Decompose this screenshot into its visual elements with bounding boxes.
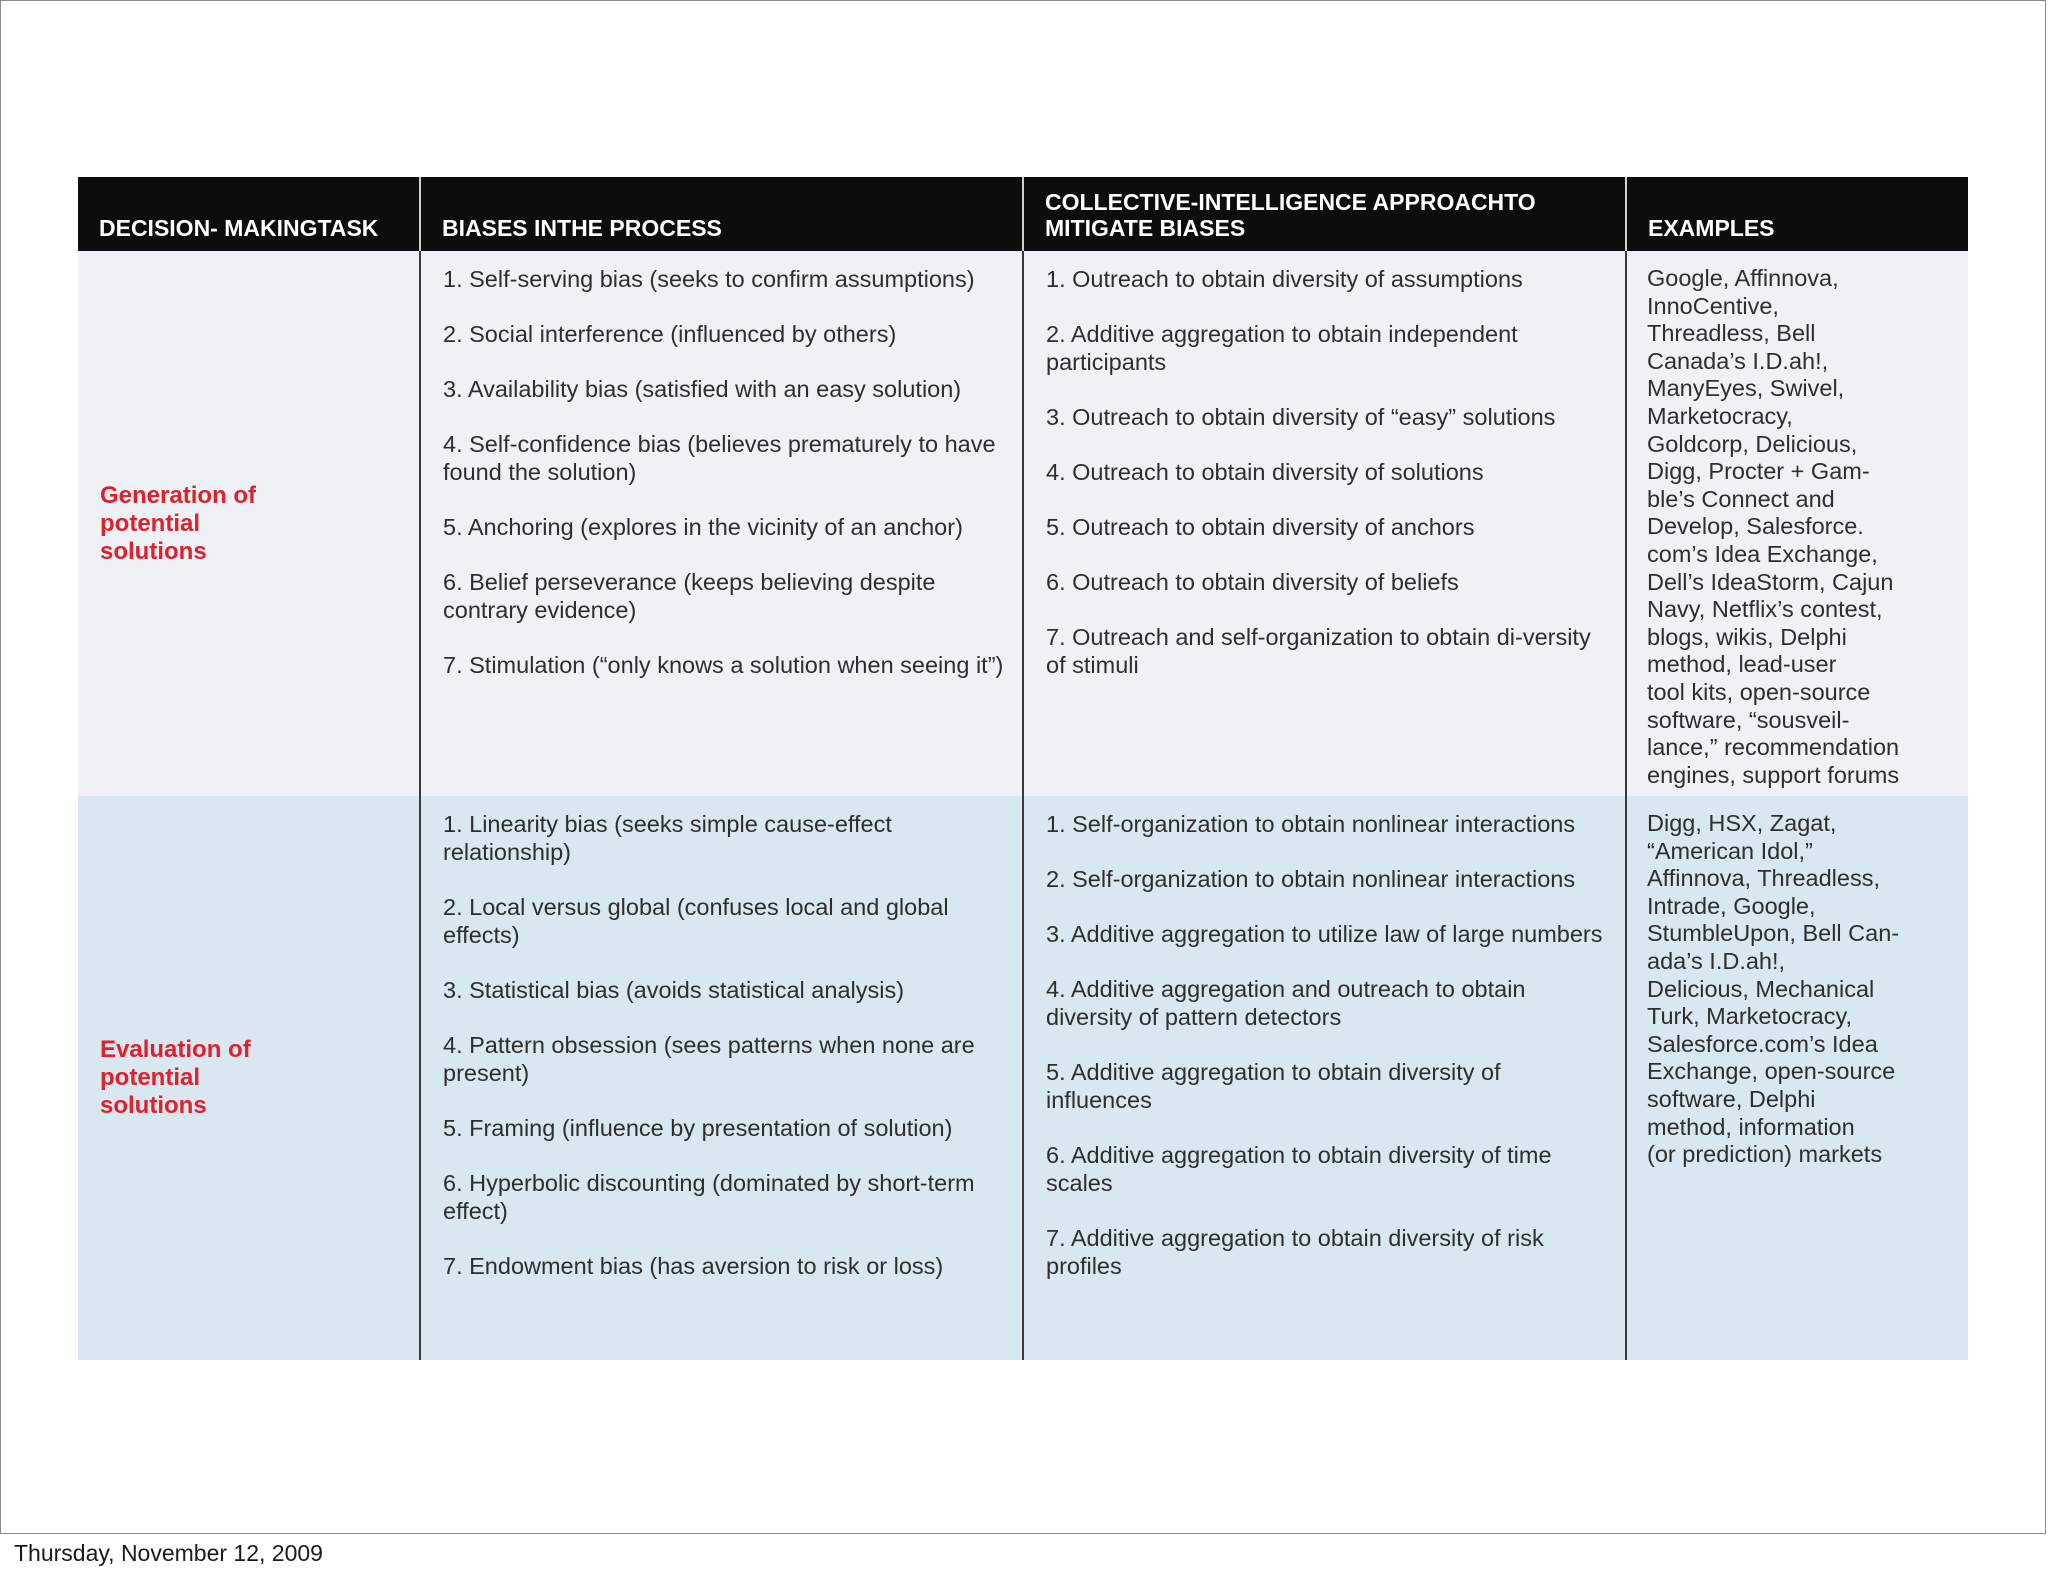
approach-cell (1022, 796, 1625, 1360)
list-item: 3. Additive aggregation to utilize law of large numbers (1046, 921, 1603, 947)
list-item: 4. Additive aggregation and outreach to obtain diversity of pattern detectors (1046, 976, 1526, 1030)
list-item: 4. Outreach to obtain diversity of solutions (1046, 459, 1484, 485)
footer-date: Thursday, November 12, 2009 (14, 1540, 323, 1566)
list-item: 5. Outreach to obtain diversity of anchors (1046, 514, 1475, 540)
list-item: 2. Additive aggregation to obtain independent participants (1046, 321, 1518, 375)
approach-list (1046, 810, 1607, 1280)
task-label-text: Generation of potential solutions (100, 481, 257, 565)
biases-cell (419, 251, 1022, 796)
list-item: 6. Hyperbolic discounting (dominated by short-term effect) (443, 1170, 975, 1224)
header-approach: COLLECTIVE-INTELLIGENCE APPROACHTO MITIGATE BIASES (1022, 177, 1625, 251)
biases-list (443, 810, 1004, 1280)
list-item: 4. Self-confidence bias (believes prematurely to have found the solution) (443, 431, 996, 485)
approach-list (1046, 265, 1607, 679)
header-biases: BIASES INTHE PROCESS (419, 177, 1022, 251)
list-item: 6. Belief perseverance (keeps believing despite contrary evidence) (443, 569, 936, 623)
biases-cell (419, 796, 1022, 1360)
list-item: 1. Linearity bias (seeks simple cause-effect relationship) (443, 811, 892, 865)
header-examples: EXAMPLES (1625, 177, 1968, 251)
list-item: 2. Social interference (influenced by others) (443, 321, 897, 347)
list-item: 1. Self-serving bias (seeks to confirm assumptions) (443, 266, 975, 292)
header-task: DECISION- MAKINGTASK (78, 177, 419, 251)
task-label (78, 796, 419, 1360)
list-item: 7. Additive aggregation to obtain diversity of risk profiles (1046, 1225, 1544, 1279)
list-item: 3. Statistical bias (avoids statistical analysis) (443, 977, 905, 1003)
biases-list (443, 265, 1004, 679)
list-item: 3. Availability bias (satisfied with an easy solution) (443, 376, 962, 402)
list-item: 5. Anchoring (explores in the vicinity of an anchor) (443, 514, 963, 540)
list-item: 2. Local versus global (confuses local and global effects) (443, 894, 949, 948)
task-label (78, 251, 419, 796)
list-item: 4. Pattern obsession (sees patterns when none are present) (443, 1032, 975, 1086)
list-item: 6. Outreach to obtain diversity of beliefs (1046, 569, 1459, 595)
approach-cell (1022, 251, 1625, 796)
list-item: 7. Stimulation (“only knows a solution when seeing it”) (443, 652, 1004, 678)
list-item: 6. Additive aggregation to obtain diversity of time scales (1046, 1142, 1552, 1196)
list-item: 5. Framing (influence by presentation of solution) (443, 1115, 953, 1141)
list-item: 2. Self-organization to obtain nonlinear interactions (1046, 866, 1576, 892)
examples-cell: Google, Affinnova, InnoCentive, Threadless, Bell Canada’s I.D.ah!, ManyEyes, Swivel, Marketocracy, Goldcorp, Delicious, Digg, Procter + Gam- ble’s Connect and Develop, Salesforce. com’s Idea Exchange, Dell’s IdeaStorm, Cajun Navy, Netflix’s contest, blogs, wikis, Delphi method, lead-user tool kits, open-source software, “sousveil- lance,” recommendation engines, support forums (1625, 251, 1968, 796)
list-item: 7. Outreach and self-organization to obtain di-versity of stimuli (1046, 624, 1591, 678)
list-item: 5. Additive aggregation to obtain diversity of influences (1046, 1059, 1501, 1113)
examples-cell: Digg, HSX, Zagat, “American Idol,” Affinnova, Threadless, Intrade, Google, StumbleUpon, Bell Can- ada’s I.D.ah!, Delicious, Mechanical Turk, Marketocracy, Salesforce.com’s Idea Exchange, open-source software, Delphi method, information (or prediction) markets (1625, 796, 1968, 1360)
list-item: 7. Endowment bias (has aversion to risk or loss) (443, 1253, 944, 1279)
list-item: 3. Outreach to obtain diversity of “easy” solutions (1046, 404, 1556, 430)
list-item: 1. Self-organization to obtain nonlinear interactions (1046, 811, 1576, 837)
list-item: 1. Outreach to obtain diversity of assumptions (1046, 266, 1523, 292)
bias-table (78, 177, 1968, 1360)
task-label-text: Evaluation of potential solutions (100, 1036, 251, 1119)
